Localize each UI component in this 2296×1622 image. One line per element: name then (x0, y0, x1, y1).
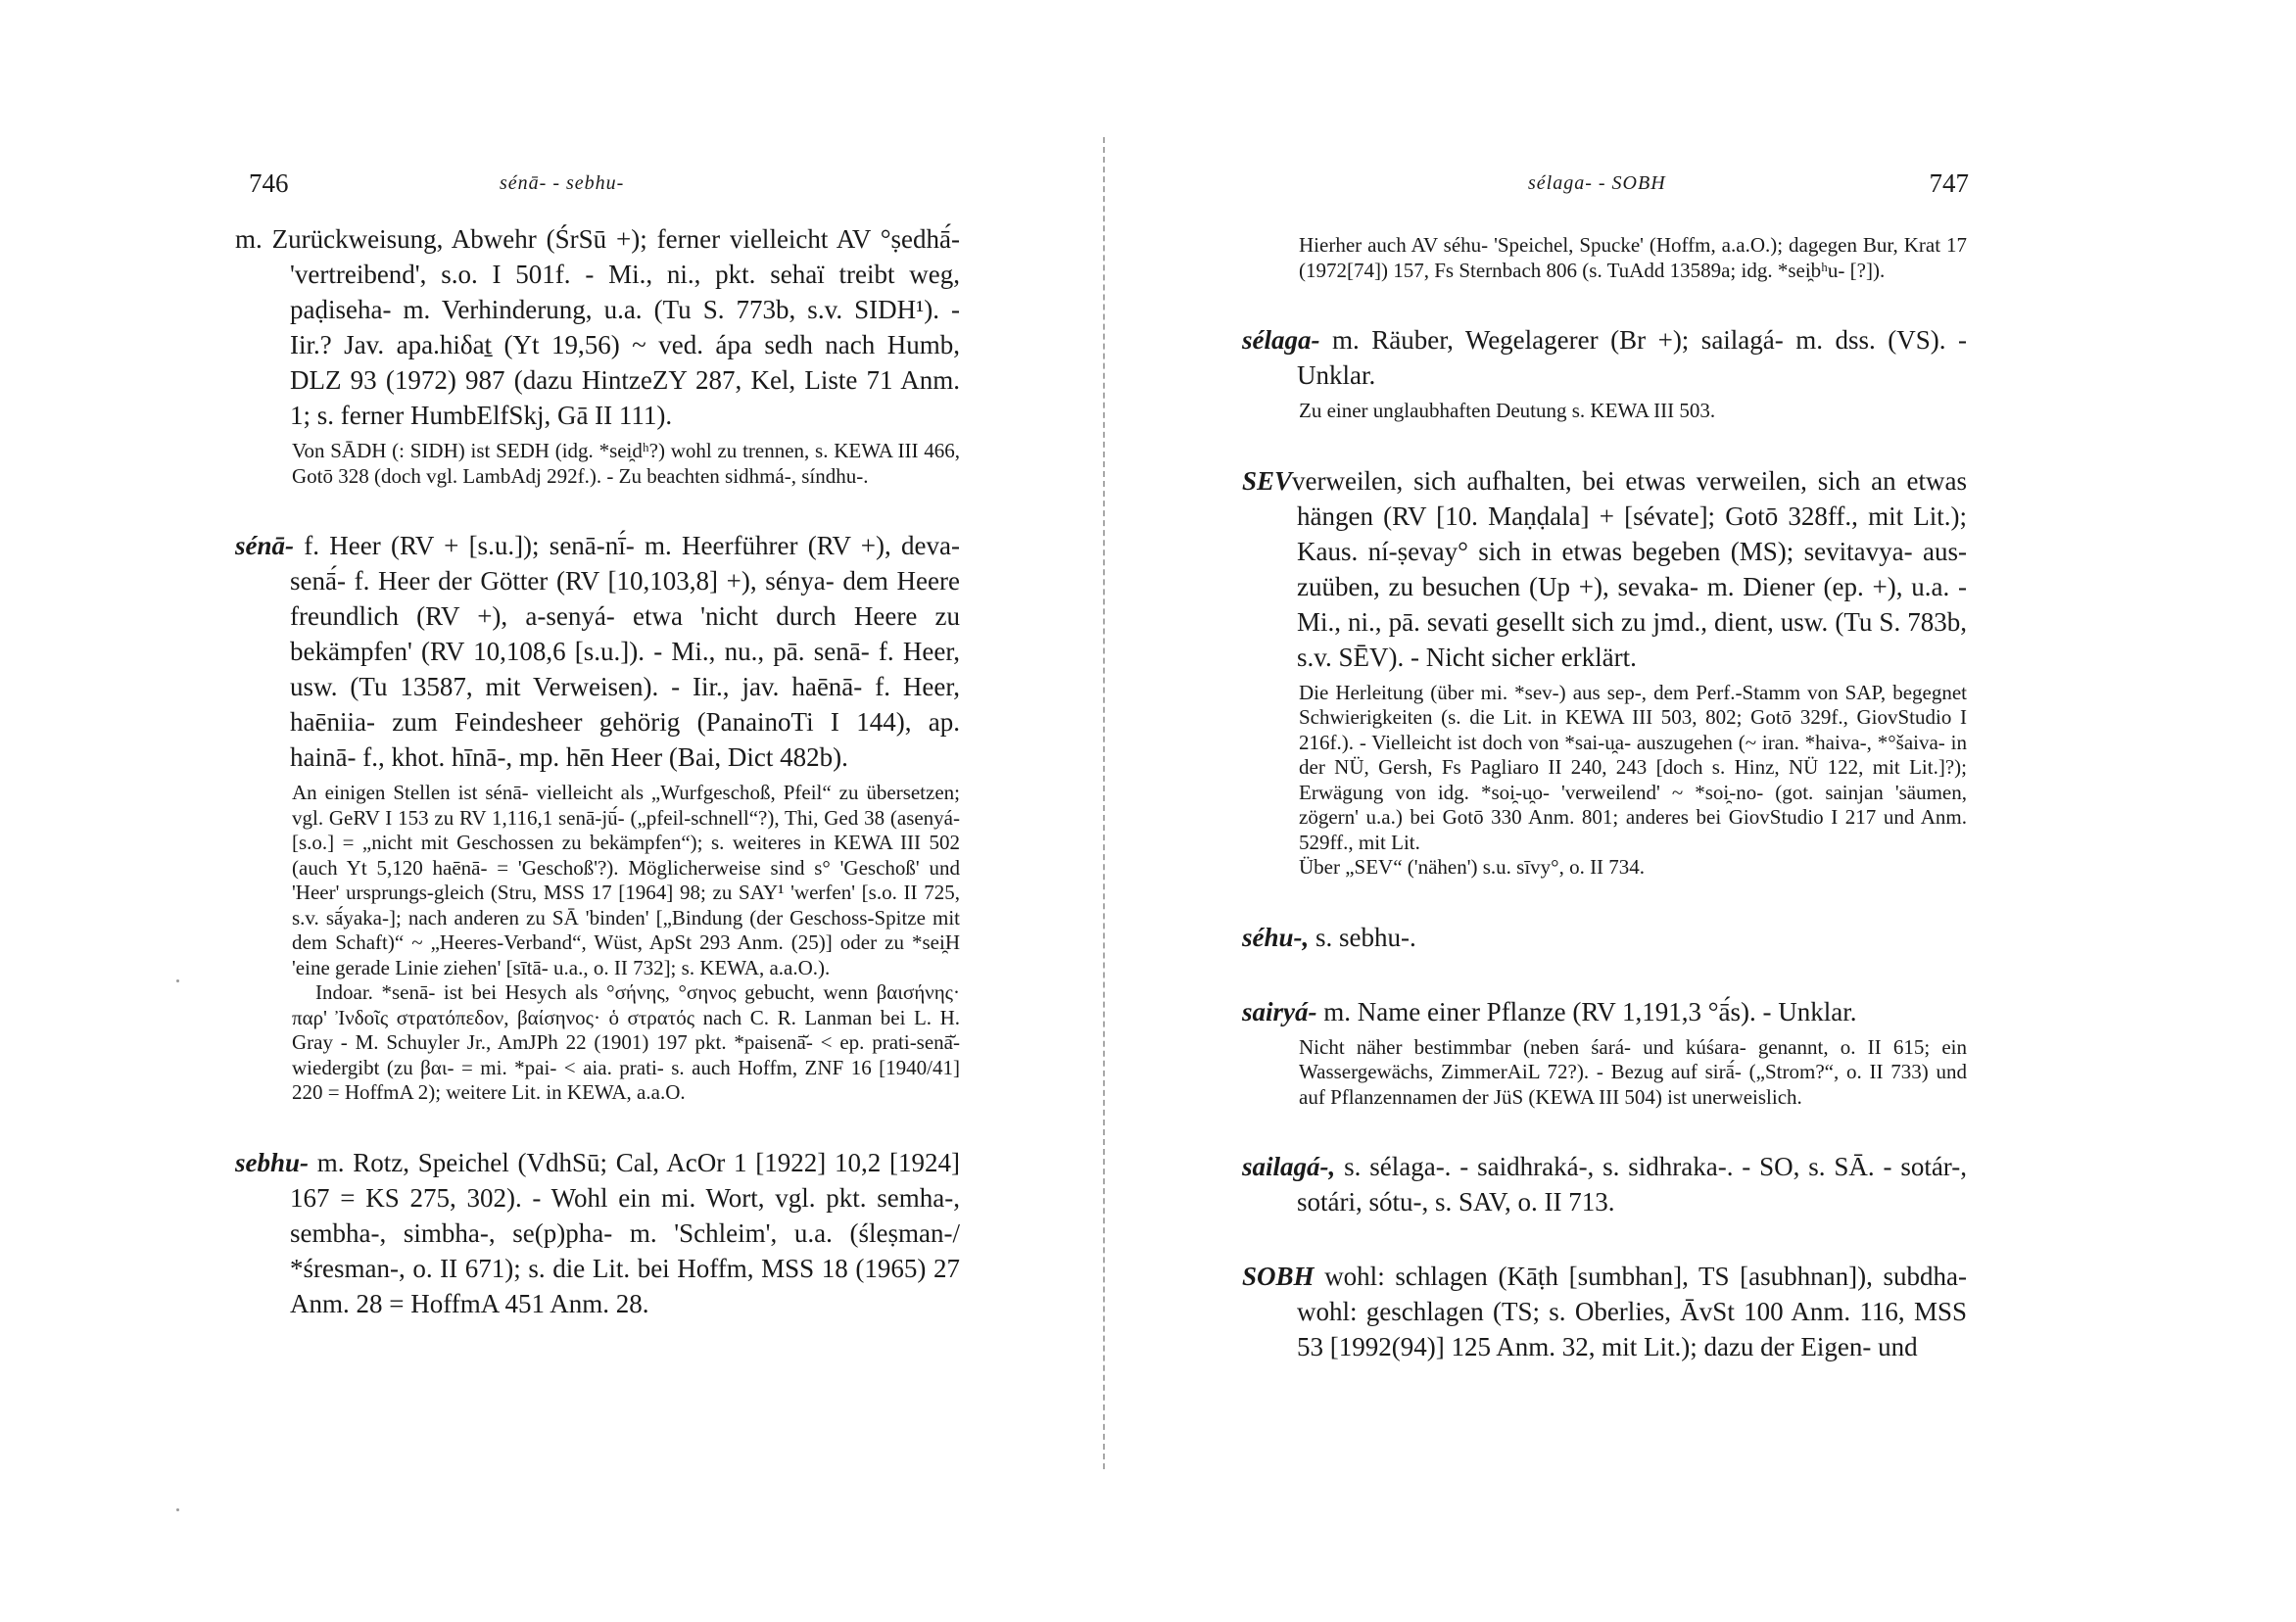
entry-sairya-lemma: sairyá- (1242, 996, 1317, 1026)
entry-selaga-body (1242, 322, 1967, 393)
entry-sobh-lemma: SOBH (1242, 1262, 1315, 1291)
gutter-divider (1103, 137, 1105, 1469)
left-page (235, 0, 960, 1622)
entry-sena-lemma: sénā- (235, 531, 294, 560)
entry-sebhu (235, 1145, 960, 1321)
right-page-header (1242, 168, 1967, 208)
entry-sehu-lemma: séhu-, (1242, 922, 1310, 952)
entry-sev-lemma: SEV (1242, 465, 1293, 496)
left-running-head: sénā- - sebhu- (500, 172, 625, 194)
entry-sobh-text: wohl: schlagen (Kāṭh [sumbhan], TS [asubhnan]), subdha- wohl: geschlagen (TS; s. Oberlies, ĀvSt 100 Anm. 116, MSS 53 [1992(94)] 125 Anm. 32, mit Lit.); dazu der Eigen- und (1297, 1262, 1967, 1361)
entry-continuation-note: Von SĀDH (: SIDH) ist SEDH (idg. *sei̯dʰ?) wohl zu trennen, s. KEWA III 466, Gotō 328 (doch vgl. LambAdj 292f.). - Zu beachten sidhmá-, síndhu-. (292, 439, 960, 488)
left-page-number: 746 (249, 168, 289, 198)
entry-sehu (1242, 920, 1967, 955)
right-page-text (1242, 227, 1967, 1404)
entry-selaga-text: m. Räuber, Wegelagerer (Br +); sailagá- m. dss. (VS). - Unklar. (1297, 325, 1968, 390)
entry-continuation (235, 221, 960, 489)
entry-sena-note-1: An einigen Stellen ist sénā- vielleicht als „Wurfgeschoß, Pfeil“ zu übersetzen; vgl. GeRV I 153 zu RV 1,116,1 senā-jū́- („pfeil-schnell“?), Thi, Ged 38 (asenyá- [s.o.] = „nicht mit Geschossen zu bekämpfen“); s. weiteres in KEWA III 502 (auch Yt 5,120 haēnā- = 'Geschoß'?). Möglicherweise sind s° 'Geschoß' und 'Heer' ursprungs-gleich (Stru, MSS 17 [1964] 98; zu SAY¹ 'werfen' [s.o. II 725, s.v. sā́yaka-]; nach anderen zu SĀ 'binden' [„Bindung (der Geschoss-Spitze mit dem Schaft)“ ~ „Heeres-Verband“, Wüst, ApSt 293 Anm. (25)] oder zu *sei̯H 'eine gerade Linie ziehen' [sītā- u.a., o. II 732]; s. KEWA, a.a.O.). (292, 781, 960, 979)
entry-sena-note-2: Indoar. *senā- ist bei Hesych als °σήνης, °σηνος gebucht, wenn βαισήνης· παρ' Ἰνδοῖς στρατόπεδον, βαίσηνος· ὁ στρατός nach C. R. Lanman bei L. H. Gray - M. Schuyler Jr., AmJPh 22 (1901) 197 pkt. *paisenā̆- < ep. prati-senā̆- wiedergibt (zu βαι- = mi. *pai- < aia. prati- s. auch Hoffm, ZNF 16 [1940/41] 220 = HoffmA 2); weitere Lit. in KEWA, a.a.O. (292, 980, 960, 1104)
entry-sairya-note: Nicht näher bestimmbar (neben śará- und kúśara- genannt, o. II 615; ein Wassergewächs, ZimmerAiL 72?). - Bezug auf sirā́- („Strom?“, o. II 733) und auf Pflanzennamen der JüS (KEWA III 504) ist unerweislich. (1299, 1034, 1967, 1109)
entry-sena-text: f. Heer (RV + [s.u.]); senā-nī́- m. Heerführer (RV +), deva-senā́- f. Heer der Götter (RV [10,103,8] +), sénya- dem Heere freundlich (RV +), a-senyá- etwa 'nicht durch Heere zu bekämpfen' (RV 10,108,6 [s.u.]). - Mi., nu., pā. senā- f. Heer, usw. (Tu 13587, mit Verweisen). - Iir., jav. haēnā- f. Heer, haēniia- zum Feindesheer gehörig (PanainoTi I 144), ap. hainā- f., khot. hīnā-, mp. hēn Heer (Bai, Dict 482b). (290, 531, 960, 772)
entry-sairya (1242, 994, 1967, 1111)
entry-sailaga-body (1242, 1149, 1967, 1219)
entry-sev (1242, 463, 1967, 881)
entry-sev-note-1: Die Herleitung (über mi. *sev-) aus sep-, dem Perf.-Stamm von SAP, begegnet Schwierigkeiten (s. die Lit. in KEWA III 503, 802; Gotō 329f., GiovStudio I 216f.). - Vielleicht ist doch von *sai-u̯a- auszugehen (~ iran. *haiva-, *°šaiva- in der NÜ, Gersh, Fs Pagliaro II 240, 243 [doch s. Hinz, NÜ 122, mit Lit.]?); Erwägung von idg. *soi̯-u̯o- 'verweilend' ~ *soi̯-no- (got. sainjan 'säumen, zögern' u.a.) bei Gotō 330 Anm. 801; anderes bei GiovStudio I 217 und Anm. 529ff., mit Lit. (1299, 680, 1967, 854)
entry-sobh (1242, 1259, 1967, 1364)
right-page (1242, 0, 1967, 1622)
entry-sena (235, 528, 960, 1106)
entry-sailaga (1242, 1149, 1967, 1219)
entry-sairya-text: m. Name einer Pflanze (RV 1,191,3 °ā́s). - Unklar. (1323, 996, 1857, 1026)
left-page-text (235, 221, 960, 1360)
right-page-number: 747 (1929, 168, 1969, 198)
entry-sev-text: verweilen, sich aufhalten, bei etwas verweilen, sich an etwas hängen (RV [10. Maṇḍala] + [sévate]; Gotō 328ff., mit Lit.); Kaus. ní-ṣevay° sich in etwas begeben (MS); sevitavya- aus-zuüben, zu besuchen (Up +), sevaka- m. Diener (ep. +), u.a. - Mi., ni., pā. sevati gesellt sich zu jmd., dient, usw. (Tu S. 783b, s.v. SĒV). - Nicht sicher erklärt. (1292, 465, 1967, 672)
entry-sebhu-body (235, 1145, 960, 1321)
entry-sev-note-2: Über „SEV“ ('nähen') s.u. sīvy°, o. II 734. (1299, 855, 1646, 879)
entry-selaga-lemma: sélaga- (1242, 325, 1320, 355)
entry-selaga-note: Zu einer unglaubhaften Deutung s. KEWA III 503. (1299, 399, 1716, 422)
entry-sailaga-text: s. sélaga-. - saidhraká-, s. sidhraka-. - SO, s. SĀ. - sotár-, sotári, sótu-, s. SAV, o. II 713. (1297, 1152, 1967, 1216)
scan-speck (176, 1508, 179, 1511)
top-note-text: Hierher auch AV séhu- 'Speichel, Spucke' (Hoffm, a.a.O.); dagegen Bur, Krat 17 (1972[74]) 157, Fs Sternbach 806 (s. TuAdd 13589a; idg. *sei̯bʰu- [?]). (1299, 233, 1967, 282)
right-running-head: sélaga- - SOBH (1528, 172, 1666, 194)
entry-sairya-body (1242, 994, 1967, 1029)
entry-sebhu-lemma: sebhu- (235, 1147, 310, 1177)
entry-sailaga-lemma: sailagá-, (1242, 1152, 1336, 1181)
entry-sobh-body (1242, 1259, 1967, 1364)
entry-sehu-text: s. sebhu-. (1315, 922, 1416, 952)
entry-sebhu-text: m. Rotz, Speichel (VdhSū; Cal, AcOr 1 [1922] 10,2 [1924] 167 = KS 275, 302). - Wohl ein mi. Wort, vgl. pkt. semha-, sembha-, simbha-, se(p)pha- m. 'Schleim', u.a. (śleṣman-/ *śresman-, o. II 671); s. die Lit. bei Hoffm, MSS 18 (1965) 27 Anm. 28 = HoffmA 451 Anm. 28. (290, 1147, 961, 1318)
scan-speck (176, 979, 179, 982)
entry-sev-body (1242, 463, 1967, 675)
entry-sena-body (235, 528, 960, 775)
entry-continuation-text: m. Zurückweisung, Abwehr (ŚrSū +); ferner vielleicht AV °ṣedhā́- 'vertreibend', s.o. I 501f. - Mi., ni., pkt. sehaï treibt weg, paḍiseha- m. Verhinderung, u.a. (Tu S. 773b, s.v. SIDH¹). - Iir.? Jav. apa.hiδaṯ (Yt 19,56) ~ ved. ápa sedh nach Humb, DLZ 93 (1972) 987 (dazu HintzeZY 287, Kel, Liste 71 Anm. 1; s. ferner HumbElfSkj, Gā II 111). (235, 224, 960, 430)
entry-top-note (1242, 233, 1967, 283)
entry-selaga (1242, 322, 1967, 424)
entry-sehu-body (1242, 920, 1967, 955)
left-page-header (235, 168, 960, 208)
